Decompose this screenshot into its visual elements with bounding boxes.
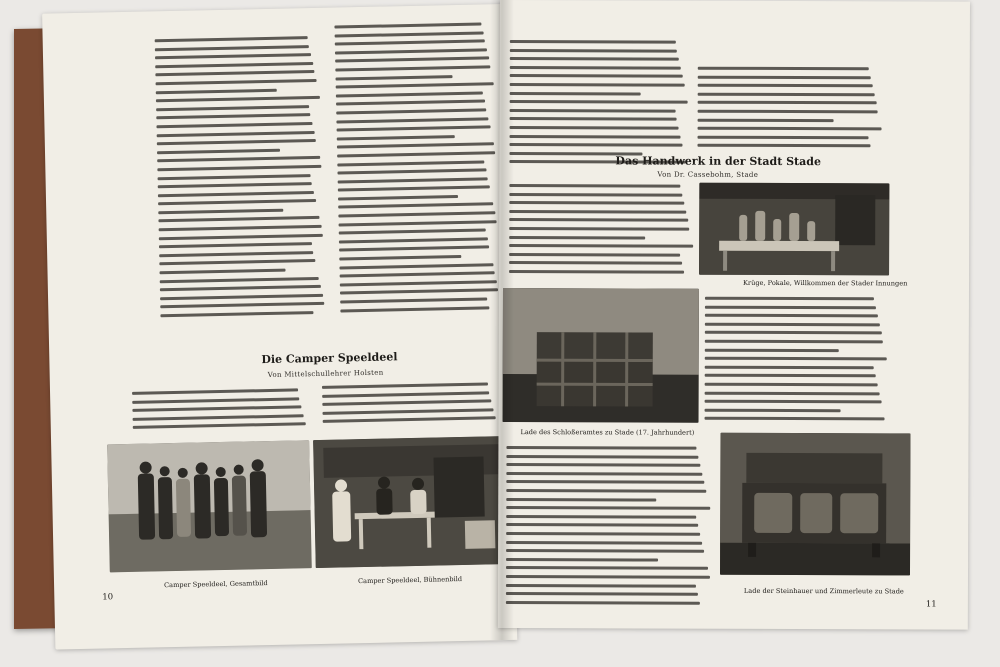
text-line <box>698 127 882 131</box>
text-line <box>510 83 685 87</box>
text-line <box>160 285 321 291</box>
text-line <box>132 397 299 404</box>
text-line <box>698 84 873 88</box>
text-line <box>509 244 693 248</box>
text-line <box>510 74 683 78</box>
text-line <box>705 340 883 344</box>
text-line <box>340 280 497 286</box>
right-page <box>498 0 970 630</box>
text-line <box>337 135 455 140</box>
carved-chest-illustration <box>720 433 910 576</box>
text-line <box>157 131 315 137</box>
text-line <box>506 566 708 570</box>
text-line <box>158 216 319 222</box>
left-page-number: 10 <box>102 592 114 603</box>
text-line <box>160 269 286 275</box>
text-line <box>705 357 887 361</box>
caption-stage-photo: Camper Speeldeel, Bühnenbild <box>357 575 463 586</box>
right-text-column-4 <box>705 297 889 427</box>
text-line <box>337 151 495 157</box>
text-line <box>158 182 312 188</box>
text-line <box>155 70 314 76</box>
text-line <box>157 165 321 171</box>
text-line <box>336 117 488 123</box>
text-line <box>698 92 875 96</box>
text-line <box>510 92 641 95</box>
text-line <box>336 82 494 88</box>
text-line <box>339 237 488 243</box>
text-line <box>506 558 658 562</box>
text-line <box>156 79 317 85</box>
right-text-column-2 <box>697 67 883 154</box>
text-line <box>322 400 491 407</box>
caption-guild-room: Krüge, Pokale, Willkommen der Stader Innungen <box>743 278 908 288</box>
text-line <box>132 388 298 394</box>
text-line <box>506 575 710 579</box>
text-line <box>506 584 696 588</box>
text-line <box>509 253 680 257</box>
text-line <box>322 408 493 415</box>
text-line <box>697 144 870 148</box>
right-page-number: 11 <box>925 599 937 610</box>
text-line <box>157 156 320 162</box>
text-line <box>156 105 309 111</box>
text-line <box>506 472 702 476</box>
text-line <box>705 297 874 301</box>
text-line <box>159 251 313 257</box>
text-line <box>338 177 488 183</box>
text-line <box>506 506 710 510</box>
photo-carved-chest <box>720 433 910 576</box>
text-line <box>160 311 313 317</box>
text-line <box>510 40 676 44</box>
text-line <box>506 446 696 450</box>
right-text-column-1 <box>509 40 689 170</box>
text-line <box>339 229 486 235</box>
photo-stage-scene <box>313 436 514 568</box>
text-line <box>322 391 489 398</box>
text-line <box>160 294 323 300</box>
text-line <box>159 259 315 265</box>
text-line <box>335 48 487 54</box>
text-line <box>338 203 493 209</box>
text-line <box>698 67 869 71</box>
right-article-title: Das Handwerk in der Stadt Stade <box>615 154 821 169</box>
photo-iron-chest <box>503 288 699 423</box>
text-line <box>322 382 488 388</box>
group-photo-illustration <box>107 440 312 572</box>
caption-carved-chest: Lade der Steinhauer und Zimmerleute zu Stade <box>743 586 904 596</box>
text-line <box>705 331 882 335</box>
text-line <box>337 143 494 149</box>
text-line <box>506 523 698 527</box>
text-line <box>506 532 700 536</box>
text-line <box>335 65 490 71</box>
text-line <box>159 225 322 231</box>
text-line <box>155 36 308 42</box>
text-line <box>158 174 311 180</box>
text-line <box>158 191 314 197</box>
text-line <box>506 592 698 596</box>
text-line <box>339 263 493 269</box>
text-line <box>159 242 312 248</box>
text-line <box>506 541 702 545</box>
text-line <box>509 143 682 147</box>
text-line <box>510 126 679 130</box>
text-line <box>156 88 277 94</box>
text-line <box>509 227 689 231</box>
text-line <box>156 122 312 128</box>
text-line <box>698 118 834 121</box>
text-line <box>705 322 880 326</box>
text-line <box>336 108 486 114</box>
text-line <box>698 135 869 139</box>
text-line <box>705 348 839 351</box>
text-line <box>340 297 487 303</box>
text-line <box>506 549 704 553</box>
text-line <box>160 277 319 283</box>
left-article-title: Die Camper Speeldeel <box>261 350 398 367</box>
text-line <box>340 306 489 312</box>
right-article-byline: Von Dr. Cassebohm, Stade <box>657 170 759 179</box>
text-line <box>339 246 489 252</box>
text-line <box>509 201 684 205</box>
left-bottom-text-1 <box>132 388 313 435</box>
text-line <box>510 135 681 139</box>
text-line <box>338 186 490 192</box>
text-line <box>705 391 880 395</box>
text-line <box>506 480 704 484</box>
text-line <box>158 199 316 205</box>
text-line <box>705 365 874 369</box>
text-line <box>155 53 311 59</box>
text-line <box>133 423 306 430</box>
text-line <box>337 169 486 175</box>
text-line <box>510 100 688 104</box>
text-line <box>705 314 878 318</box>
left-page <box>42 4 517 650</box>
text-line <box>698 75 871 79</box>
text-line <box>339 255 461 261</box>
text-line <box>157 139 316 145</box>
text-line <box>340 289 498 295</box>
text-line <box>335 40 485 46</box>
text-line <box>510 49 677 53</box>
text-line <box>158 209 283 215</box>
text-line <box>509 261 682 265</box>
left-text-column-1 <box>155 36 327 323</box>
text-line <box>337 160 484 166</box>
text-line <box>510 117 677 121</box>
text-line <box>510 109 676 113</box>
text-line <box>509 210 686 214</box>
text-line <box>336 91 483 97</box>
text-line <box>705 408 841 411</box>
text-line <box>509 184 680 188</box>
left-article-byline: Von Mittelschullehrer Holsten <box>267 368 384 380</box>
text-line <box>509 193 682 197</box>
text-line <box>155 45 309 51</box>
text-line <box>506 463 700 467</box>
guild-room-illustration <box>699 183 889 276</box>
text-line <box>335 75 452 80</box>
text-line <box>509 270 684 274</box>
text-line <box>155 62 313 68</box>
text-line <box>506 515 696 519</box>
text-line <box>334 22 481 28</box>
text-line <box>506 455 698 459</box>
photo-group-of-people <box>107 440 312 572</box>
text-line <box>705 383 878 387</box>
caption-iron-chest: Lade des Schloßeramtes zu Stade (17. Jahrhundert) <box>520 428 695 437</box>
text-line <box>157 148 280 154</box>
text-line <box>160 302 324 308</box>
text-line <box>705 400 882 404</box>
text-line <box>509 218 688 222</box>
caption-group-photo: Camper Speeldeel, Gesamtbild <box>164 579 268 590</box>
text-line <box>133 414 304 421</box>
left-text-column-2 <box>334 22 500 317</box>
text-line <box>506 498 656 502</box>
right-text-column-5 <box>506 446 713 610</box>
text-line <box>335 31 484 37</box>
iron-chest-illustration <box>503 288 699 423</box>
text-line <box>509 236 645 239</box>
text-line <box>506 601 700 605</box>
text-line <box>335 57 489 63</box>
photo-guild-room <box>699 183 889 276</box>
text-line <box>698 110 878 114</box>
stage-photo-illustration <box>313 436 514 568</box>
text-line <box>705 374 876 378</box>
text-line <box>698 101 877 105</box>
text-line <box>510 66 681 70</box>
text-line <box>159 233 323 239</box>
text-line <box>339 220 497 226</box>
text-line <box>338 195 458 201</box>
text-line <box>705 417 885 421</box>
text-line <box>336 100 485 106</box>
text-line <box>323 417 496 424</box>
text-line <box>510 57 679 61</box>
text-line <box>132 406 301 413</box>
text-line <box>156 113 310 119</box>
text-line <box>156 96 320 102</box>
text-line <box>340 271 495 277</box>
left-bottom-text-2 <box>322 382 503 429</box>
text-line <box>705 305 876 309</box>
text-line <box>337 125 491 131</box>
right-text-column-3 <box>509 184 695 279</box>
text-line <box>506 489 706 493</box>
text-line <box>338 211 495 217</box>
